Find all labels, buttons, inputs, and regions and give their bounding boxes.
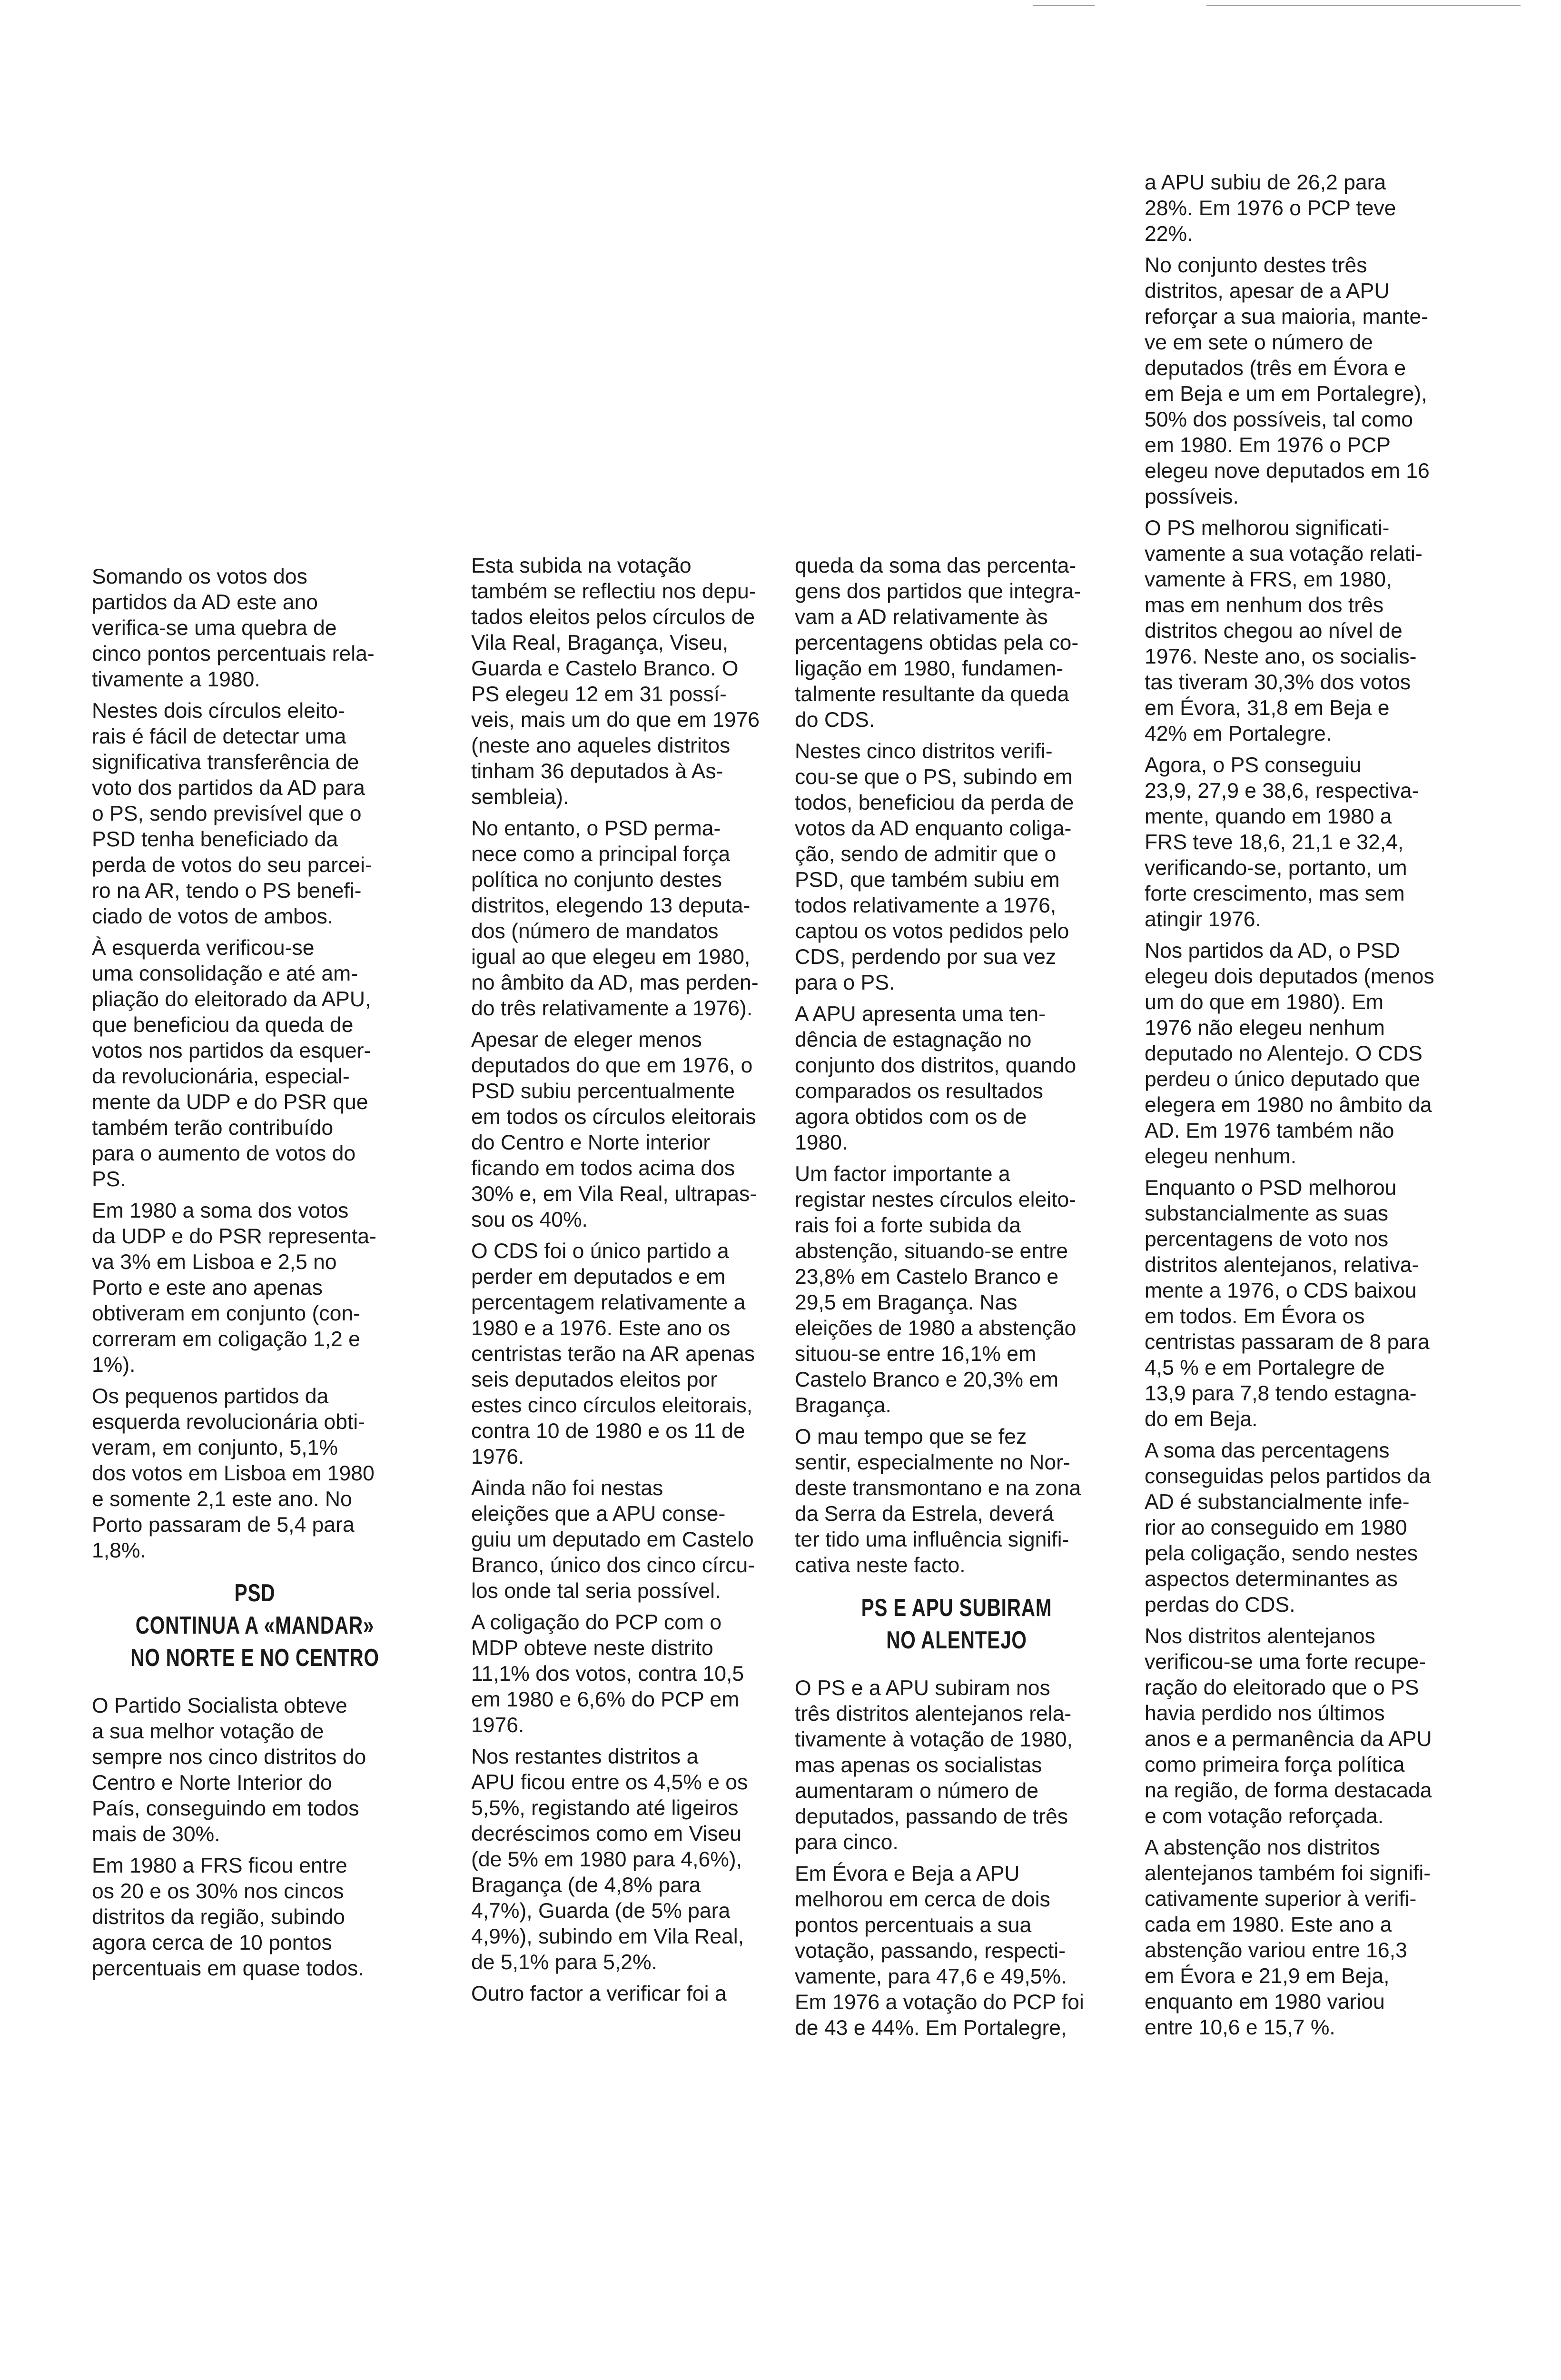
text-line: elegeu nenhum. [1145, 1145, 1297, 1168]
text-line: reforçar a sua maioria, mante- [1145, 305, 1429, 328]
text-line: cada em 1980. Este ano a [1145, 1913, 1392, 1936]
text-line: também terão contribuído [92, 1116, 334, 1140]
text-line: mas apenas os socialistas [795, 1754, 1042, 1777]
text-line: eleições que a APU conse- [471, 1502, 726, 1526]
text-line: e somente 2,1 este ano. No [92, 1488, 352, 1511]
text-line: agora obtidos com os de [795, 1105, 1027, 1129]
text-line: guiu um deputado em Castelo [471, 1528, 754, 1551]
text-line: os 20 e os 30% nos cincos [92, 1880, 344, 1903]
text-line: enquanto em 1980 variou [1145, 1990, 1385, 2013]
paragraph-gap [795, 1670, 1118, 1676]
paragraph-gap [92, 693, 418, 698]
section-headline-psd [128, 1577, 382, 1674]
text-line: aumentaram o número de [795, 1779, 1039, 1803]
paragraph-gap [1145, 1829, 1463, 1835]
text-line: rais foi a forte subida da [795, 1214, 1021, 1237]
text-line: 5,5%, registando até ligeiros [471, 1796, 739, 1820]
paragraph-gap [92, 1192, 418, 1198]
text-line: percentuais em quase todos. [92, 1957, 364, 1980]
text-line: 1%). [92, 1353, 136, 1377]
text-line: 4,5 % e em Portalegre de [1145, 1356, 1385, 1379]
text-line: registar nestes círculos eleito- [795, 1188, 1077, 1211]
text-line: ligação em 1980, fundamen- [795, 657, 1064, 680]
text-line: Porto passaram de 5,4 para [92, 1513, 355, 1537]
text-line: 1976 não elegeu nenhum [1145, 1016, 1385, 1040]
text-line: partidos da AD este ano [92, 591, 318, 614]
paragraph-gap [92, 1378, 418, 1384]
text-line: deputado no Alentejo. O CDS [1145, 1042, 1423, 1065]
text-line: À esquerda verificou-se [92, 936, 315, 960]
text-line: 23,9, 27,9 e 38,6, respectiva- [1145, 779, 1419, 803]
text-line: Um factor importante a [795, 1162, 1010, 1186]
text-line: PS. [92, 1168, 126, 1191]
text-line: MDP obteve neste distrito [471, 1636, 713, 1660]
text-line: estes cinco círculos eleitorais, [471, 1394, 753, 1417]
text-line: perder em deputados e em [471, 1265, 726, 1289]
text-line: deputados do que em 1976, o [471, 1054, 753, 1077]
text-line: centristas passaram de 8 para [1145, 1330, 1430, 1354]
text-line: mente a 1976, o CDS baixou [1145, 1279, 1417, 1302]
text-line: PS elegeu 12 em 31 possí- [471, 683, 727, 706]
text-line: tas tiveram 30,3% dos votos [1145, 671, 1411, 694]
text-line: queda da soma das percenta- [795, 554, 1077, 577]
text-line: Nos distritos alentejanos [1145, 1625, 1375, 1648]
text-line: aspectos determinantes as [1145, 1567, 1398, 1591]
text-line: conseguidas pelos partidos da [1145, 1465, 1431, 1488]
text-line: rais é fácil de detectar uma [92, 725, 346, 748]
text-line: O PS melhorou significati- [1145, 516, 1390, 540]
text-line: cativa neste facto. [795, 1554, 966, 1577]
text-line: conjunto dos distritos, quando [795, 1054, 1077, 1077]
text-line: 1976. Neste ano, os socialis- [1145, 645, 1417, 668]
text-line: seis deputados eleitos por [471, 1368, 718, 1391]
text-line: para cinco. [795, 1831, 899, 1854]
text-line: distritos chegou ao nível de [1145, 619, 1403, 643]
text-line: a APU subiu de 26,2 para [1145, 171, 1386, 194]
text-line: gens dos partidos que integra- [795, 580, 1081, 603]
text-line: significativa transferência de [92, 751, 359, 774]
paragraph-gap [795, 1156, 1118, 1161]
text-line: AD. Em 1976 também não [1145, 1119, 1394, 1142]
text-line: ção, sendo de admitir que o [795, 843, 1057, 866]
text-line: deputados, passando de três [795, 1805, 1068, 1828]
text-line: todos, beneficiou da perda de [795, 791, 1074, 814]
paragraph-gap [471, 1604, 783, 1610]
text-line: Enquanto o PSD melhorou [1145, 1176, 1397, 1200]
text-line: NO ALENTEJO [886, 1626, 1027, 1654]
text-line: ração do eleitorado que o PS [1145, 1676, 1419, 1699]
text-line: O mau tempo que se fez [795, 1425, 1027, 1448]
text-line: O PS e a APU subiram nos [795, 1676, 1050, 1700]
text-line: perdas do CDS. [1145, 1593, 1295, 1616]
text-line: havia perdido nos últimos [1145, 1702, 1385, 1725]
text-line: Outro factor a verificar foi a [471, 1982, 727, 2005]
text-line: na região, de forma destacada [1145, 1779, 1432, 1802]
text-line: A coligação do PCP com o [471, 1611, 722, 1634]
text-line: Nos restantes distritos a [471, 1745, 699, 1768]
text-line: ro na AR, tendo o PS benefi- [92, 879, 362, 902]
text-line: dos (número de mandatos [471, 920, 719, 943]
text-line: PSD, que também subiu em [795, 868, 1060, 892]
text-line: mente, quando em 1980 a [1145, 805, 1392, 828]
text-line: em Évora, 31,8 em Beja e [1145, 696, 1390, 720]
text-line: que beneficiou da queda de [92, 1013, 354, 1037]
text-line: Vila Real, Bragança, Viseu, [471, 631, 729, 654]
text-line: Somando os votos dos [92, 565, 307, 588]
text-line: em 1980. Em 1976 o PCP [1145, 434, 1391, 457]
text-line: sou os 40%. [471, 1208, 588, 1231]
text-line: para o aumento de votos do [92, 1142, 356, 1165]
text-line: possíveis. [1145, 485, 1239, 508]
text-line: distritos alentejanos, relativa- [1145, 1253, 1419, 1277]
text-line: distritos, apesar de a APU [1145, 279, 1390, 303]
text-line: APU ficou entre os 4,5% e os [471, 1771, 748, 1794]
text-line: substancialmente as suas [1145, 1202, 1389, 1225]
text-line: eleições de 1980 a abstenção [795, 1317, 1077, 1340]
col1-body-part-2 [92, 1687, 418, 1982]
text-line: 4,9%), subindo em Vila Real, [471, 1925, 744, 1948]
paragraph-gap [1145, 1618, 1463, 1624]
text-line: (neste ano aqueles distritos [471, 734, 731, 757]
text-line: verifica-se uma quebra de [92, 616, 337, 640]
paragraph-gap [795, 1855, 1118, 1861]
section-headline-alentejo [830, 1592, 1083, 1656]
text-line: em todos. Em Évora os [1145, 1305, 1365, 1328]
paragraph-gap [1145, 247, 1463, 253]
text-line: distritos, elegendo 13 deputa- [471, 894, 751, 917]
text-line: CONTINUA A «MANDAR» [135, 1612, 375, 1639]
text-line: 23,8% em Castelo Branco e [795, 1265, 1059, 1289]
text-line: PSD subiu percentualmente [471, 1080, 735, 1103]
text-line: verificando-se, portanto, um [1145, 856, 1407, 880]
text-line: centristas terão na AR apenas [471, 1342, 755, 1366]
article-column-4 [1145, 170, 1463, 2041]
text-line: (de 5% em 1980 para 4,6%), [471, 1848, 742, 1871]
text-line: 1976. [471, 1445, 524, 1468]
text-line: captou os votos pedidos pelo [795, 920, 1069, 943]
text-line: Castelo Branco e 20,3% em [795, 1368, 1059, 1391]
text-line: tivamente à votação de 1980, [795, 1728, 1073, 1751]
text-line: elegera em 1980 no âmbito da [1145, 1093, 1432, 1117]
text-line: 28%. Em 1976 o PCP teve [1145, 197, 1396, 220]
text-line: da UDP e do PSR representa- [92, 1225, 376, 1248]
text-line: anos e a permanência da APU [1145, 1727, 1432, 1751]
text-line: Bragança (de 4,8% para [471, 1874, 701, 1897]
text-line: vamente a sua votação relati- [1145, 542, 1423, 565]
text-line: dos votos em Lisboa em 1980 [92, 1462, 375, 1485]
text-line: deputados (três em Évora e [1145, 357, 1406, 380]
text-line: em Beja e um em Portalegre), [1145, 382, 1427, 406]
text-line: da revolucionária, especial- [92, 1065, 350, 1088]
text-line: pontos percentuais a sua [795, 1914, 1032, 1937]
text-line: do Centro e Norte interior [471, 1131, 711, 1154]
text-line: CDS, perdendo por sua vez [795, 945, 1057, 969]
text-line: 22%. [1145, 222, 1193, 246]
text-line: 50% dos possíveis, tal como [1145, 408, 1413, 431]
text-line: elegeu dois deputados (menos [1145, 965, 1434, 988]
top-rule-left [1033, 5, 1095, 6]
text-line: Esta subida na votação [471, 554, 692, 577]
text-line: Nestes cinco distritos verifi- [795, 740, 1053, 763]
text-line: em 1980 e 6,6% do PCP em [471, 1688, 740, 1711]
text-line: perdeu o único deputado que [1145, 1068, 1420, 1091]
text-line: va 3% em Lisboa e 2,5 no [92, 1250, 337, 1274]
text-line: O Partido Socialista obteve [92, 1694, 347, 1717]
col1-body-part-1 [92, 564, 418, 1564]
text-line: percentagem relativamente a [471, 1291, 746, 1314]
text-line: 30% e, em Vila Real, ultrapas- [471, 1182, 757, 1206]
text-line: Em Évora e Beja a APU [795, 1862, 1020, 1885]
text-line: em Évora e 21,9 em Beja, [1145, 1964, 1390, 1988]
text-line: elegeu nove deputados em 16 [1145, 459, 1430, 483]
text-line: rior ao conseguido em 1980 [1145, 1516, 1407, 1539]
text-line: Centro e Norte Interior do [92, 1771, 332, 1795]
text-line: Em 1980 a FRS ficou entre [92, 1854, 347, 1877]
text-line: Branco, único dos cinco círcu- [471, 1554, 755, 1577]
paragraph-gap [92, 1847, 418, 1853]
text-line: melhorou em cerca de dois [795, 1888, 1050, 1911]
text-line: Ainda não foi nestas [471, 1477, 663, 1500]
text-line: comparados os resultados [795, 1080, 1043, 1103]
text-line: los onde tal seria possível. [471, 1579, 721, 1603]
text-line: 13,9 para 7,8 tendo estagna- [1145, 1382, 1417, 1405]
paragraph-gap [471, 1021, 783, 1027]
text-line: cou-se que o PS, subindo em [795, 765, 1073, 789]
text-line: em todos os círculos eleitorais [471, 1105, 756, 1129]
text-line: ter tido uma influência signifi- [795, 1528, 1069, 1551]
paragraph-gap [92, 1687, 418, 1693]
text-line: 1980 e a 1976. Este ano os [471, 1317, 731, 1340]
text-line: No entanto, o PSD perma- [471, 817, 721, 840]
text-line: política no conjunto destes [471, 868, 722, 892]
text-line: percentagens de voto nos [1145, 1228, 1389, 1251]
text-line: deste transmontano e na zona [795, 1477, 1081, 1500]
text-line: a sua melhor votação de [92, 1720, 324, 1743]
text-line: ve em sete o número de [1145, 331, 1373, 354]
article-column-3 [795, 553, 1118, 2041]
text-line: da Serra da Estrela, deverá [795, 1502, 1054, 1526]
text-line: contra 10 de 1980 e os 11 de [471, 1419, 745, 1443]
text-line: veram, em conjunto, 5,1% [92, 1436, 338, 1459]
text-line: FRS teve 18,6, 21,1 e 32,4, [1145, 831, 1404, 854]
text-line: vamente à FRS, em 1980, [1145, 568, 1392, 591]
text-line: agora cerca de 10 pontos [92, 1931, 332, 1954]
text-line: 1980. [795, 1131, 848, 1154]
text-line: verificou-se uma forte recupe- [1145, 1650, 1426, 1674]
text-line: do três relativamente a 1976). [471, 997, 753, 1020]
text-line: sentir, especialmente no Nor- [795, 1451, 1070, 1474]
text-line: Agora, o PS conseguiu [1145, 754, 1362, 777]
text-line: sembleia). [471, 785, 569, 809]
text-line: decréscimos como em Viseu [471, 1822, 742, 1845]
paragraph-gap [795, 733, 1118, 739]
col3-body-part-1 [795, 553, 1118, 1578]
paragraph-gap [471, 810, 783, 816]
text-line: percentagens obtidas pela co- [795, 631, 1079, 654]
text-line: País, conseguindo em todos [92, 1797, 359, 1820]
col4-body [1145, 170, 1463, 2041]
text-line: A APU apresenta uma ten- [795, 1002, 1046, 1026]
text-line: entre 10,6 e 15,7 %. [1145, 2016, 1335, 2039]
text-line: 4,7%), Guarda (de 5% para [471, 1899, 731, 1923]
text-line: como primeira força política [1145, 1753, 1405, 1776]
paragraph-gap [1145, 1432, 1463, 1438]
text-line: 11,1% dos votos, contra 10,5 [471, 1662, 744, 1686]
text-line: sempre nos cinco distritos do [92, 1745, 366, 1769]
text-line: votação, passando, respecti- [795, 1939, 1066, 1963]
paragraph-gap [795, 1418, 1118, 1424]
text-line: mente da UDP e do PSR que [92, 1091, 368, 1114]
text-line: pela coligação, sendo nestes [1145, 1542, 1418, 1565]
text-line: do em Beja. [1145, 1408, 1258, 1431]
text-line: situou-se entre 16,1% em [795, 1342, 1037, 1366]
text-line: esquerda revolucionária obti- [92, 1410, 365, 1434]
text-line: perda de votos do seu parcei- [92, 853, 372, 877]
text-line: O CDS foi o único partido a [471, 1240, 729, 1263]
text-line: alentejanos também foi signifi- [1145, 1862, 1431, 1885]
paragraph-gap [471, 1975, 783, 1981]
text-line: PSD [234, 1579, 276, 1607]
text-line: dência de estagnação no [795, 1028, 1032, 1051]
text-line: de 5,1% para 5,2%. [471, 1951, 657, 1974]
text-line: vam a AD relativamente às [795, 605, 1048, 629]
text-line: Guarda e Castelo Branco. O [471, 657, 739, 680]
text-line: A abstenção nos distritos [1145, 1836, 1380, 1859]
text-line: igual ao que elegeu em 1980, [471, 945, 751, 969]
text-line: Bragança. [795, 1394, 891, 1417]
text-line: ciado de votos de ambos. [92, 905, 334, 928]
text-line: cinco pontos percentuais rela- [92, 642, 375, 665]
text-line: mais de 30%. [92, 1823, 220, 1846]
text-line: 1976. [471, 1714, 524, 1737]
paragraph-gap [471, 1233, 783, 1239]
text-line: obtiveram em conjunto (con- [92, 1302, 360, 1325]
text-line: 1,8%. [92, 1539, 146, 1562]
text-line: voto dos partidos da AD para [92, 776, 365, 800]
text-line: um do que em 1980). Em [1145, 991, 1384, 1014]
text-line: Nos partidos da AD, o PSD [1145, 939, 1400, 962]
paragraph-gap [471, 1738, 783, 1744]
text-line: Em 1980 a soma dos votos [92, 1199, 349, 1222]
text-line: tinham 36 deputados à As- [471, 760, 723, 783]
text-line: 29,5 em Bragança. Nas [795, 1291, 1018, 1314]
text-line: NO NORTE E NO CENTRO [130, 1644, 379, 1672]
text-line: AD é substancialmente infe- [1145, 1490, 1410, 1514]
top-rule-right [1206, 5, 1521, 6]
text-line: atingir 1976. [1145, 908, 1261, 931]
text-line: cativamente superior à verifi- [1145, 1887, 1417, 1911]
text-line: Porto e este ano apenas [92, 1276, 323, 1299]
text-line: Apesar de eleger menos [471, 1028, 702, 1051]
text-line: PSD tenha beneficiado da [92, 828, 338, 851]
text-line: no âmbito da AD, mas perden- [471, 971, 759, 994]
text-line: veis, mais um do que em 1976 [471, 708, 760, 732]
col2-body [471, 553, 783, 2007]
text-line: ficando em todos acima dos [471, 1157, 735, 1180]
text-line: A soma das percentagens [1145, 1439, 1390, 1462]
text-line: e com votação reforçada. [1145, 1805, 1384, 1828]
text-line: para o PS. [795, 971, 895, 994]
paragraph-gap [1145, 510, 1463, 516]
col3-body-part-2 [795, 1670, 1118, 2041]
text-line: forte crescimento, mas sem [1145, 882, 1405, 905]
text-line: votos da AD enquanto coliga- [795, 817, 1072, 840]
text-line: abstenção variou entre 16,3 [1145, 1939, 1407, 1962]
text-line: também se reflectiu nos depu- [471, 580, 756, 603]
paragraph-gap [795, 996, 1118, 1002]
text-line: três distritos alentejanos rela- [795, 1702, 1072, 1726]
text-line: nece como a principal força [471, 843, 731, 866]
text-line: distritos da região, subindo [92, 1905, 345, 1929]
text-line: Os pequenos partidos da [92, 1385, 329, 1408]
text-line: tados eleitos pelos círculos de [471, 605, 755, 629]
text-line: do CDS. [795, 708, 875, 732]
text-line: Em 1976 a votação do PCP foi [795, 1991, 1084, 2014]
text-line: PS E APU SUBIRAM [861, 1594, 1052, 1622]
text-line: de 43 e 44%. Em Portalegre, [795, 2016, 1067, 2040]
text-line: pliação do eleitorado da APU, [92, 988, 371, 1011]
text-line: Nestes dois círculos eleito- [92, 699, 345, 723]
paragraph-gap [471, 1470, 783, 1476]
text-line: vamente, para 47,6 e 49,5%. [795, 1965, 1067, 1988]
text-line: uma consolidação e até am- [92, 962, 358, 985]
paragraph-gap [92, 930, 418, 935]
text-line: talmente resultante da queda [795, 683, 1069, 706]
paragraph-gap [1145, 1170, 1463, 1175]
text-line: abstenção, situando-se entre [795, 1240, 1068, 1263]
article-column-2 [471, 553, 783, 2007]
text-line: 42% em Portalegre. [1145, 722, 1332, 745]
text-line: votos nos partidos da esquer- [92, 1039, 371, 1062]
text-line: No conjunto destes três [1145, 254, 1367, 277]
article-column-1 [92, 564, 418, 1982]
text-line: correram em coligação 1,2 e [92, 1328, 360, 1351]
paragraph-gap [1145, 932, 1463, 938]
text-line: todos relativamente a 1976, [795, 894, 1057, 917]
text-line: mas em nenhum dos três [1145, 594, 1384, 617]
text-line: tivamente a 1980. [92, 668, 260, 691]
paragraph-gap [1145, 747, 1463, 753]
text-line: o PS, sendo previsível que o [92, 802, 362, 825]
